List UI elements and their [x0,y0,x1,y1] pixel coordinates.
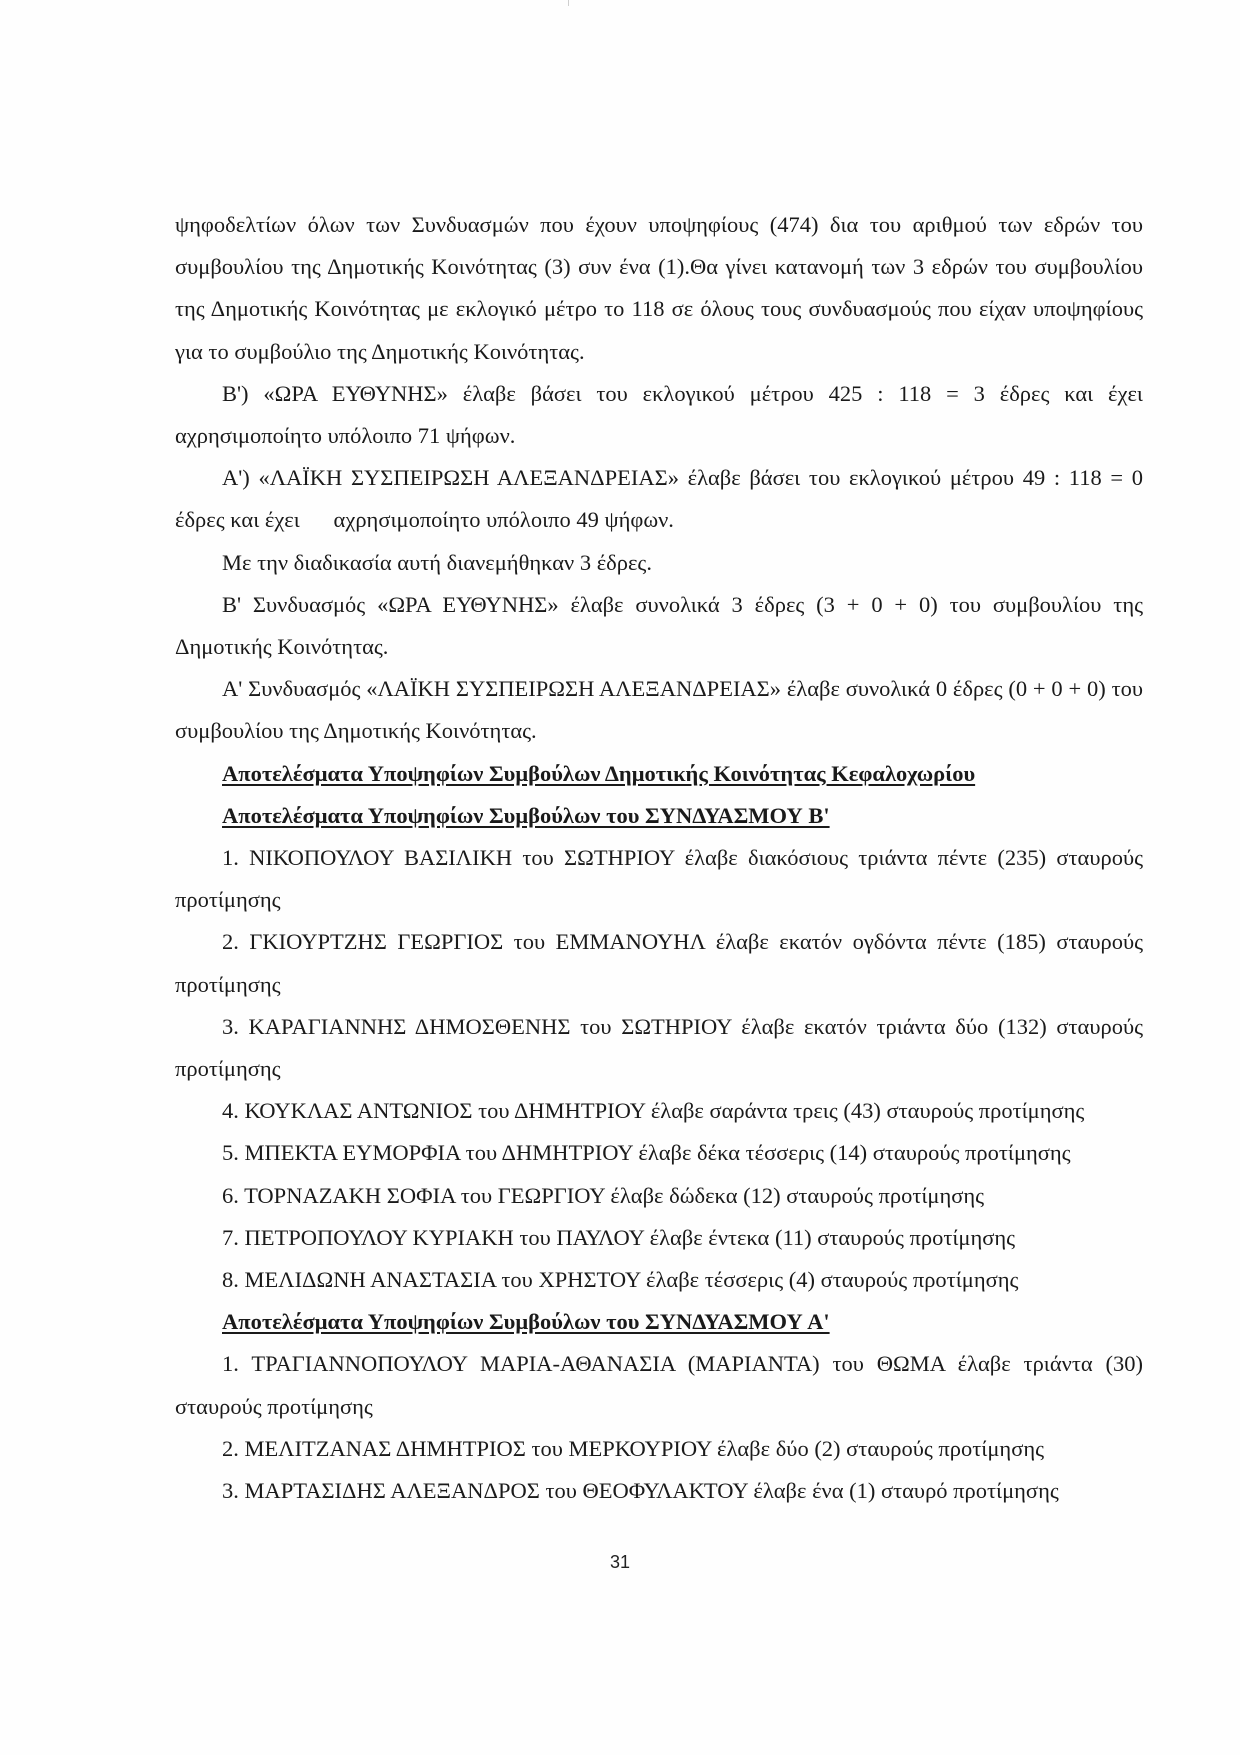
body-paragraph: Α' Συνδυασμός «ΛΑΪΚΗ ΣΥΣΠΕΙΡΩΣΗ ΑΛΕΞΑΝΔΡΕΙΑΣ» έλαβε συνολικά 0 έδρες (0 + 0 + 0) του συμβουλίου της Δημοτικής Κοινότητας. [175,676,1149,744]
body-paragraph: 8. ΜΕΛΙΔΩΝΗ ΑΝΑΣΤΑΣΙΑ του ΧΡΗΣΤΟΥ έλαβε τέσσερις (4) σταυρούς προτίμησης [222,1267,1019,1293]
body-paragraph: 1. ΤΡΑΓΙΑΝΝΟΠΟΥΛΟΥ ΜΑΡΙΑ-ΑΘΑΝΑΣΙΑ (ΜΑΡΙΑΝΤΑ) του ΘΩΜΑ έλαβε τριάντα (30) σταυρούς προτίμησης [175,1351,1149,1419]
section-heading: Αποτελέσματα Υποψηφίων Συμβούλων του ΣΥΝΔΥΑΣΜΟΥ Β' [222,802,830,828]
body-paragraph: 4. ΚΟΥΚΛΑΣ ΑΝΤΩΝΙΟΣ του ΔΗΜΗΤΡΙΟΥ έλαβε σαράντα τρεις (43) σταυρούς προτίμησης [222,1098,1085,1124]
document-body [175,204,1149,1512]
section-heading: Αποτελέσματα Υποψηφίων Συμβούλων του ΣΥΝΔΥΑΣΜΟΥ Α' [222,1309,830,1335]
body-paragraph: 2. ΜΕΛΙΤΖΑΝΑΣ ΔΗΜΗΤΡΙΟΣ του ΜΕΡΚΟΥΡΙΟΥ έλαβε δύο (2) σταυρούς προτίμησης [222,1435,1044,1461]
body-paragraph: Α') «ΛΑΪΚΗ ΣΥΣΠΕΙΡΩΣΗ ΑΛΕΞΑΝΔΡΕΙΑΣ» έλαβε βάσει του εκλογικού μέτρου 49 : 118 = 0 έδρες και έχει αχρησιμοποίητο υπόλοιπο 49 ψήφων. [175,465,1149,533]
body-paragraph: 1. ΝΙΚΟΠΟΥΛΟΥ ΒΑΣΙΛΙΚΗ του ΣΩΤΗΡΙΟΥ έλαβε διακόσιους τριάντα πέντε (235) σταυρούς προτίμησης [175,845,1149,913]
section-heading: Αποτελέσματα Υποψηφίων Συμβούλων Δημοτικής Κοινότητας Κεφαλοχωρίου [222,760,976,786]
body-paragraph: 7. ΠΕΤΡΟΠΟΥΛΟΥ ΚΥΡΙΑΚΗ του ΠΑΥΛΟΥ έλαβε έντεκα (11) σταυρούς προτίμησης [222,1224,1016,1250]
body-paragraph: 5. ΜΠΕΚΤΑ ΕΥΜΟΡΦΙΑ του ΔΗΜΗΤΡΙΟΥ έλαβε δέκα τέσσερις (14) σταυρούς προτίμησης [222,1140,1071,1166]
body-paragraph: ψηφοδελτίων όλων των Συνδυασμών που έχουν υποψηφίους (474) δια του αριθμού των εδρών του συμβουλίου της Δημοτικής Κοινότητας (3) συν ένα (1).Θα γίνει κατανομή των 3 εδρών του συμβουλίου της Δημοτικής Κοινότητας με εκλογικό μέτρο το 118 σε όλους τους συνδυασμούς που είχαν υποψηφίους για το συμβούλιο της Δημοτικής Κοινότητας. [175,212,1149,364]
body-paragraph: Β' Συνδυασμός «ΩΡΑ ΕΥΘΥΝΗΣ» έλαβε συνολικά 3 έδρες (3 + 0 + 0) του συμβουλίου της Δημοτικής Κοινότητας. [175,591,1148,660]
body-paragraph: 3. ΚΑΡΑΓΙΑΝΝΗΣ ΔΗΜΟΣΘΕΝΗΣ του ΣΩΤΗΡΙΟΥ έλαβε εκατόν τριάντα δύο (132) σταυρούς προτίμησης [175,1013,1149,1082]
body-paragraph: 3. ΜΑΡΤΑΣΙΔΗΣ ΑΛΕΞΑΝΔΡΟΣ του ΘΕΟΦΥΛΑΚΤΟΥ έλαβε ένα (1) σταυρό προτίμησης [222,1478,1059,1504]
body-paragraph: 6. ΤΟΡΝΑΖΑΚΗ ΣΟΦΙΑ του ΓΕΩΡΓΙΟΥ έλαβε δώδεκα (12) σταυρούς προτίμησης [222,1182,985,1208]
scan-mark [568,0,569,6]
body-paragraph: Με την διαδικασία αυτή διανεμήθηκαν 3 έδρες. [222,549,652,575]
body-paragraph: 2. ΓΚΙΟΥΡΤΖΗΣ ΓΕΩΡΓΙΟΣ του ΕΜΜΑΝΟΥΗΛ έλαβε εκατόν ογδόντα πέντε (185) σταυρούς προτίμησης [175,929,1149,997]
page-number: 31 [609,1552,631,1572]
body-paragraph: Β') «ΩΡΑ ΕΥΘΥΝΗΣ» έλαβε βάσει του εκλογικού μέτρου 425 : 118 = 3 έδρες και έχει αχρησιμοποίητο υπόλοιπο 71 ψήφων. [175,380,1149,449]
